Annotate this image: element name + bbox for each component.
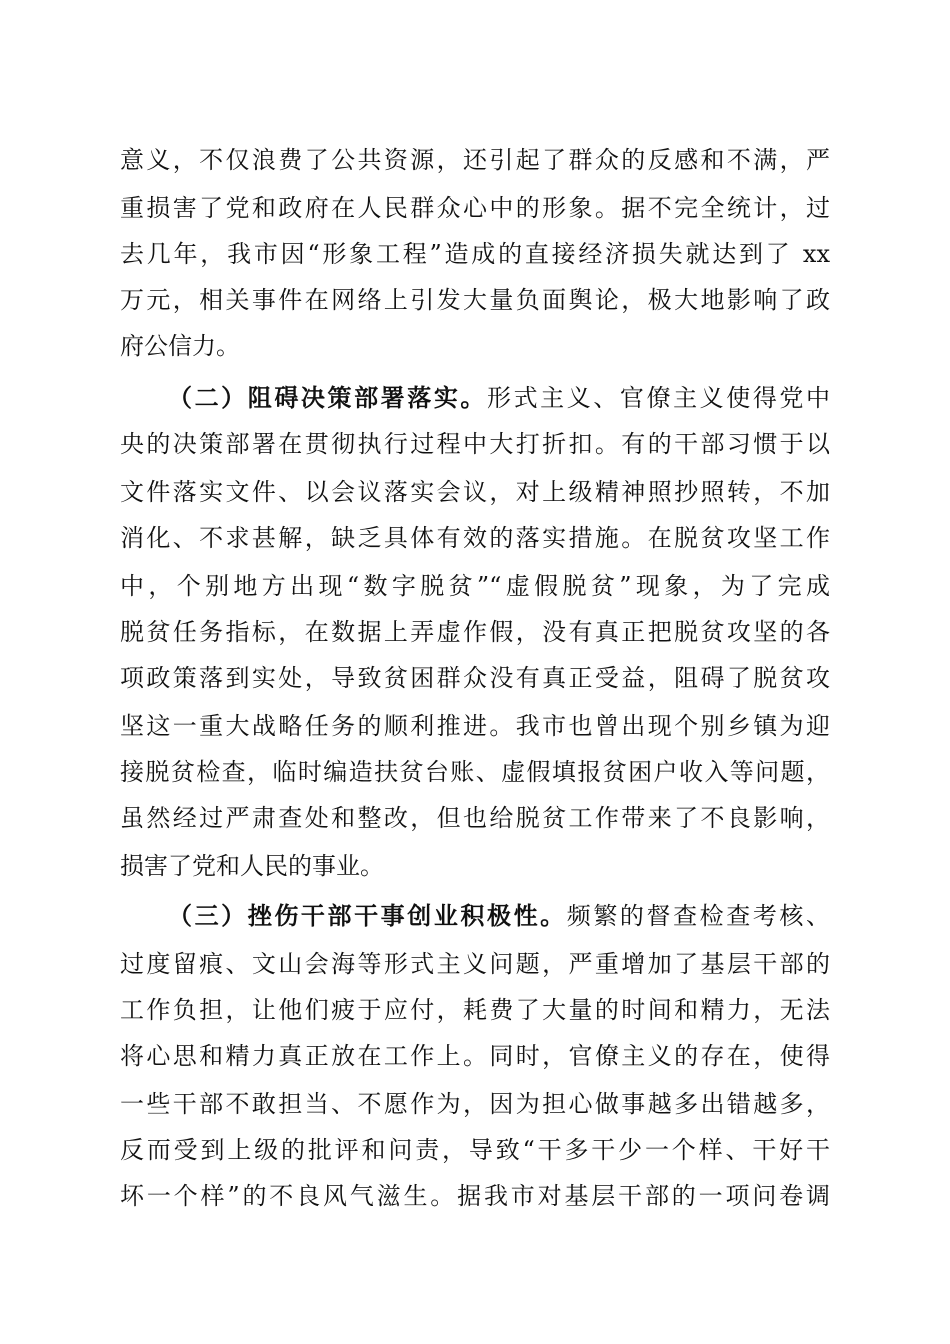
paragraph-2-line-4: 消化、不求甚解，缺乏具体有效的落实措施。在脱贫攻坚工作 [120, 524, 830, 552]
paragraph-1-line-4: 万元，相关事件在网络上引发大量负面舆论，极大地影响了政 [120, 286, 830, 314]
paragraph-2-line-2: 央的决策部署在贯彻执行过程中大打折扣。有的干部习惯于以 [120, 430, 830, 458]
paragraph-3-line-4: 将心思和精力真正放在工作上。同时，官僚主义的存在，使得 [120, 1042, 830, 1070]
paragraph-2-line-6: 脱贫任务指标，在数据上弄虚作假，没有真正把脱贫攻坚的各 [120, 618, 830, 646]
paragraph-2-line-1 [168, 374, 830, 422]
paragraph-2-line-5: 中，个别地方出现“数字脱贫”“虚假脱贫”现象，为了完成 [120, 572, 830, 600]
paragraph-1-line-5: 府公信力。 [120, 332, 240, 360]
paragraph-3-line-7: 坏一个样”的不良风气滋生。据我市对基层干部的一项问卷调 [120, 1182, 830, 1210]
paragraph-1-line-3: 去几年，我市因“形象工程”造成的直接经济损失就达到了 xx [120, 240, 830, 268]
paragraph-2-line-8: 坚这一重大战略任务的顺利推进。我市也曾出现个别乡镇为迎 [120, 712, 830, 740]
paragraph-3-line-1 [168, 892, 830, 940]
paragraph-2-line-11: 损害了党和人民的事业。 [120, 852, 384, 880]
paragraph-1-line-1: 意义，不仅浪费了公共资源，还引起了群众的反感和不满，严 [120, 146, 830, 174]
paragraph-2-line-3: 文件落实文件、以会议落实会议，对上级精神照抄照转，不加 [120, 478, 830, 506]
section-heading-2: （二）阻碍决策部署落实。 [168, 383, 487, 412]
paragraph-3-line-2: 过度留痕、文山会海等形式主义问题，严重增加了基层干部的 [120, 950, 830, 978]
paragraph-3-lead-text: 频繁的督查检查考核、 [566, 902, 830, 930]
paragraph-2-line-10: 虽然经过严肃查处和整改，但也给脱贫工作带来了不良影响， [120, 804, 830, 832]
paragraph-3-line-6: 反而受到上级的批评和问责，导致“干多干少一个样、干好干 [120, 1136, 830, 1164]
paragraph-3-line-3: 工作负担，让他们疲于应付，耗费了大量的时间和精力，无法 [120, 996, 830, 1024]
paragraph-1-line-2: 重损害了党和政府在人民群众心中的形象。据不完全统计，过 [120, 194, 830, 222]
paragraph-2-line-9: 接脱贫检查，临时编造扶贫台账、虚假填报贫困户收入等问题， [120, 758, 830, 786]
paragraph-2-lead-text: 形式主义、官僚主义使得党中 [487, 384, 830, 412]
paragraph-3-line-5: 一些干部不敢担当、不愿作为，因为担心做事越多出错越多， [120, 1090, 830, 1118]
paragraph-2-line-7: 项政策落到实处，导致贫困群众没有真正受益，阻碍了脱贫攻 [120, 664, 830, 692]
section-heading-3: （三）挫伤干部干事创业积极性。 [168, 901, 567, 930]
